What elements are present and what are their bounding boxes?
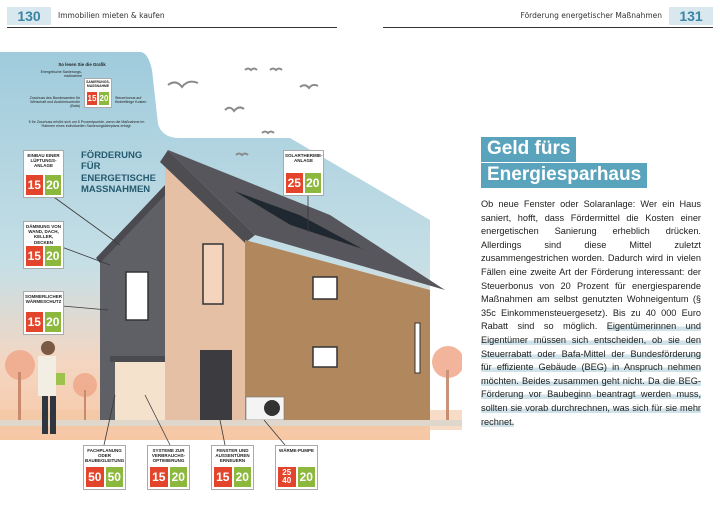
body-paragraph-part-2: Eigentümerinnen und Eigentümer müssen sich entscheiden, ob sie den Steuerrabatt oder Bafa-Mittel der Bundesförderung für effiziente Gebäude (BEG) in Anspruch nehmen möchten. Beides zusammen geht nicht. Da die BEG-Förderung vor Baubeginn beantragt werden muss, sollten sie vorab durchrechnen, was sich für sie mehr rechnet. (481, 321, 701, 427)
legend-left-label: Zuschuss des Bundesamtes für Wirtschaft und Ausfuhrkontrolle (Bafa) (29, 96, 80, 109)
tag-solar-thermal: SOLARTHERMIE-ANLAGE 25 20 (283, 150, 324, 196)
page-number-left: 130 (7, 7, 51, 25)
header-rule-left (7, 27, 337, 28)
headline-line-1: Geld fürs (481, 137, 576, 162)
body-text (481, 198, 701, 429)
running-head-left: Immobilien mieten & kaufen (58, 11, 165, 20)
tag-heat-pump: WÄRME-PUMPE 25 40 20 (275, 445, 318, 490)
headline-line-2: Energiesparhaus (481, 163, 647, 188)
legend-measure-label: Energetische Sanierungs-maßnahme (40, 70, 82, 79)
legend-box (12, 62, 152, 140)
figure-title: FÖRDERUNG FÜR ENERGETISCHE MASSNAHMEN (81, 150, 156, 196)
tag-insulation: DÄMMUNG VON WAND, DACH, KELLER, DECKEN 15 20 (23, 221, 64, 269)
header-rule-right (383, 27, 713, 28)
legend-green-value: 20 (99, 92, 109, 105)
tag-windows-doors: FENSTER UND AUSSENTÜREN ERNEUERN 15 20 (211, 445, 254, 490)
tag-ventilation: EINBAU EINER LÜFTUNGS-ANLAGE 15 20 (23, 150, 64, 198)
body-paragraph-part-1: Ob neue Fenster oder Solaranlage: Wer ein Haus saniert, hofft, dass Fördermittel die Kosten einer energetischen Sanierung erheblich drücken. Allerdings sind diese Mittel zuletzt zusammengestrichen worden. Dadurch wird in vielen Fällen eine zweite Art der Förderung interessant: der Steuerbonus von 20 Prozent für energiesparende Maßnahmen am selbst genutzten Wohneigentum (§ 35c Einkommensteuergesetz). Bis zu 40 000 Euro Rabatt sind so möglich. (481, 199, 701, 332)
page-number-right: 131 (669, 7, 713, 25)
legend-sample-label: SANIERUNGS-MASSNAHME (86, 80, 110, 88)
legend-title: So lesen Sie die Grafik (58, 62, 106, 67)
legend-footnote: 5 Ihr Zuschuss erhöht sich um 5 Prozentpunkte, wenn die Maßnahme im Rahmen eines individuellen Sanierungsfahrplans erfolgt. (28, 120, 145, 129)
running-head-right: Förderung energetischer Maßnahmen (520, 11, 662, 20)
legend-right-label: Steuerbonus auf förderfähige Kosten (115, 96, 147, 105)
tag-planning: FACHPLANUNG ODER BAUBEGLEITUNG 50 50 (83, 445, 126, 490)
tag-summer-heat-protection: SOMMERLICHER WÄRMESCHUTZ 15 20 (23, 291, 64, 335)
tag-consumption-optimisation: SYSTEME ZUR VERBRAUCHS-OPTIMIERUNG 15 20 (147, 445, 190, 490)
legend-red-value: 15 (87, 92, 97, 105)
legend-sample-tag (84, 78, 112, 108)
